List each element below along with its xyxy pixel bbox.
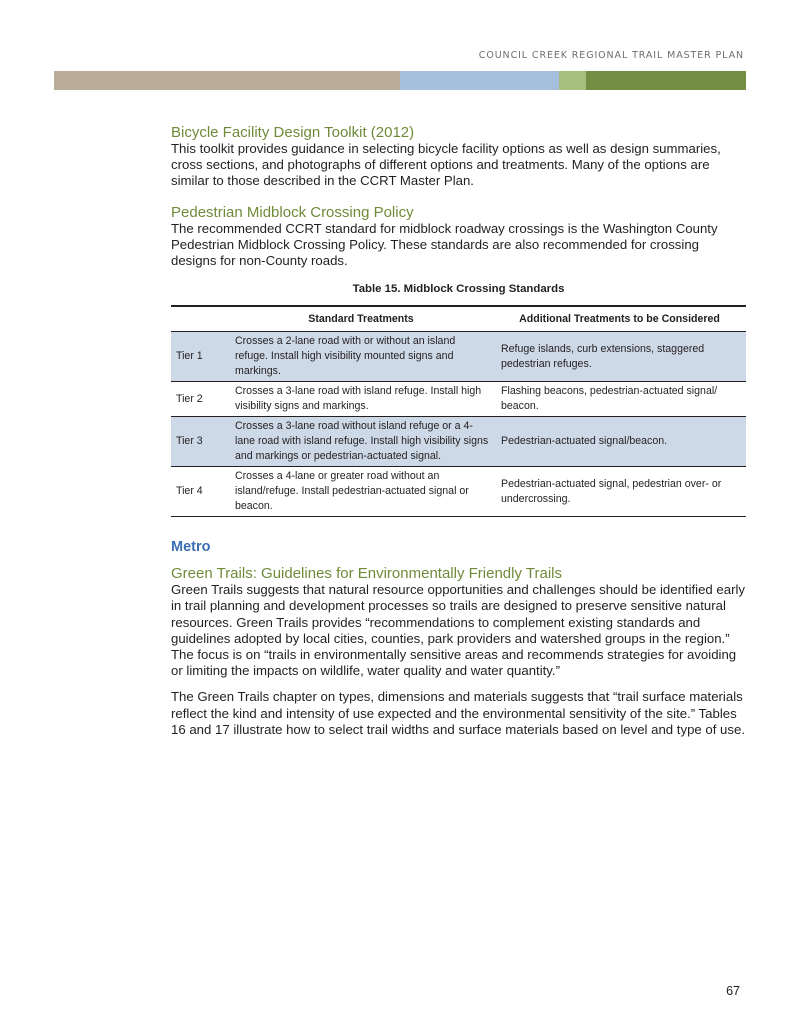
color-bar-blue-segment bbox=[400, 71, 559, 90]
additional-treatment-cell: Refuge islands, curb extensions, staggered pedestrian refuges. bbox=[493, 332, 746, 382]
additional-treatment-cell: Pedestrian-actuated signal, pedestrian over- or undercrossing. bbox=[493, 467, 746, 517]
table-row bbox=[171, 332, 746, 382]
page-number: 67 bbox=[726, 984, 740, 998]
tier-cell: Tier 1 bbox=[171, 332, 229, 382]
bicycle-toolkit-paragraph: This toolkit provides guidance in selecting bicycle facility options as well as design summaries, cross sections, and photographs of different options and treatments. Many of the options are similar to those described in the CCRT Master Plan. bbox=[171, 141, 721, 189]
table-header-standard: Standard Treatments bbox=[229, 306, 493, 332]
green-trails-paragraph-1: Green Trails suggests that natural resource opportunities and challenges should be identified early in trail planning and development processes so trails are designed to preserve sensitive natural resources. Green Trails provides “recommendations to complement existing standards and guidelines adopted by local cities, counties, park providers and watershed groups in the region.” The focus is on “trails in environmentally sensitive areas and recommends strategies for avoiding or limiting the impacts on wildlife, water quality and water quantity.” bbox=[171, 582, 746, 679]
metro-section-heading: Metro bbox=[171, 539, 211, 556]
color-bar-green-segment bbox=[586, 71, 746, 90]
pedestrian-policy-paragraph: The recommended CCRT standard for midblock roadway crossings is the Washington County Pedestrian Midblock Crossing Policy. These standards are also recommended for crossing designs for non-County roads. bbox=[171, 220, 718, 269]
standard-treatment-cell: Crosses a 3-lane road without island refuge or a 4-lane road with island refuge. Install high visibility signs and markings or pedestrian-actuated signal. bbox=[229, 417, 493, 467]
tier-cell: Tier 3 bbox=[171, 417, 229, 467]
table-row bbox=[171, 382, 746, 417]
standard-treatment-cell: Crosses a 4-lane or greater road without an island/refuge. Install pedestrian-actuated signal or beacon. bbox=[229, 467, 493, 517]
midblock-crossing-table bbox=[171, 305, 746, 517]
table-row bbox=[171, 417, 746, 467]
table-title: Table 15. Midblock Crossing Standards bbox=[352, 283, 565, 296]
color-bar-tan-segment bbox=[54, 71, 400, 90]
additional-treatment-cell: Pedestrian-actuated signal/beacon. bbox=[493, 417, 746, 467]
page-content bbox=[171, 124, 746, 738]
bicycle-toolkit-heading: Bicycle Facility Design Toolkit (2012) bbox=[171, 124, 415, 141]
table-header-tier bbox=[171, 306, 229, 332]
header-color-bar bbox=[54, 71, 746, 90]
color-bar-light-green-segment bbox=[559, 71, 586, 90]
running-header: COUNCIL CREEK REGIONAL TRAIL MASTER PLAN bbox=[478, 50, 744, 61]
table-header-additional: Additional Treatments to be Considered bbox=[493, 306, 746, 332]
additional-treatment-cell: Flashing beacons, pedestrian-actuated signal/ beacon. bbox=[493, 382, 746, 417]
tier-cell: Tier 4 bbox=[171, 467, 229, 517]
standard-treatment-cell: Crosses a 3-lane road with island refuge. Install high visibility signs and markings. bbox=[229, 382, 493, 417]
table-row bbox=[171, 467, 746, 517]
standard-treatment-cell: Crosses a 2-lane road with or without an island refuge. Install high visibility mounted signs and markings. bbox=[229, 332, 493, 382]
green-trails-paragraph-2: The Green Trails chapter on types, dimensions and materials suggests that “trail surface materials reflect the kind and intensity of use expected and the environmental sensitivity of the site.” Tables 16 and 17 illustrate how to select trail widths and surface materials based on level and type of use. bbox=[171, 689, 745, 737]
table-header-row bbox=[171, 306, 746, 332]
pedestrian-policy-heading: Pedestrian Midblock Crossing Policy bbox=[171, 203, 414, 221]
green-trails-heading: Green Trails: Guidelines for Environmentally Friendly Trails bbox=[171, 565, 562, 583]
tier-cell: Tier 2 bbox=[171, 382, 229, 417]
